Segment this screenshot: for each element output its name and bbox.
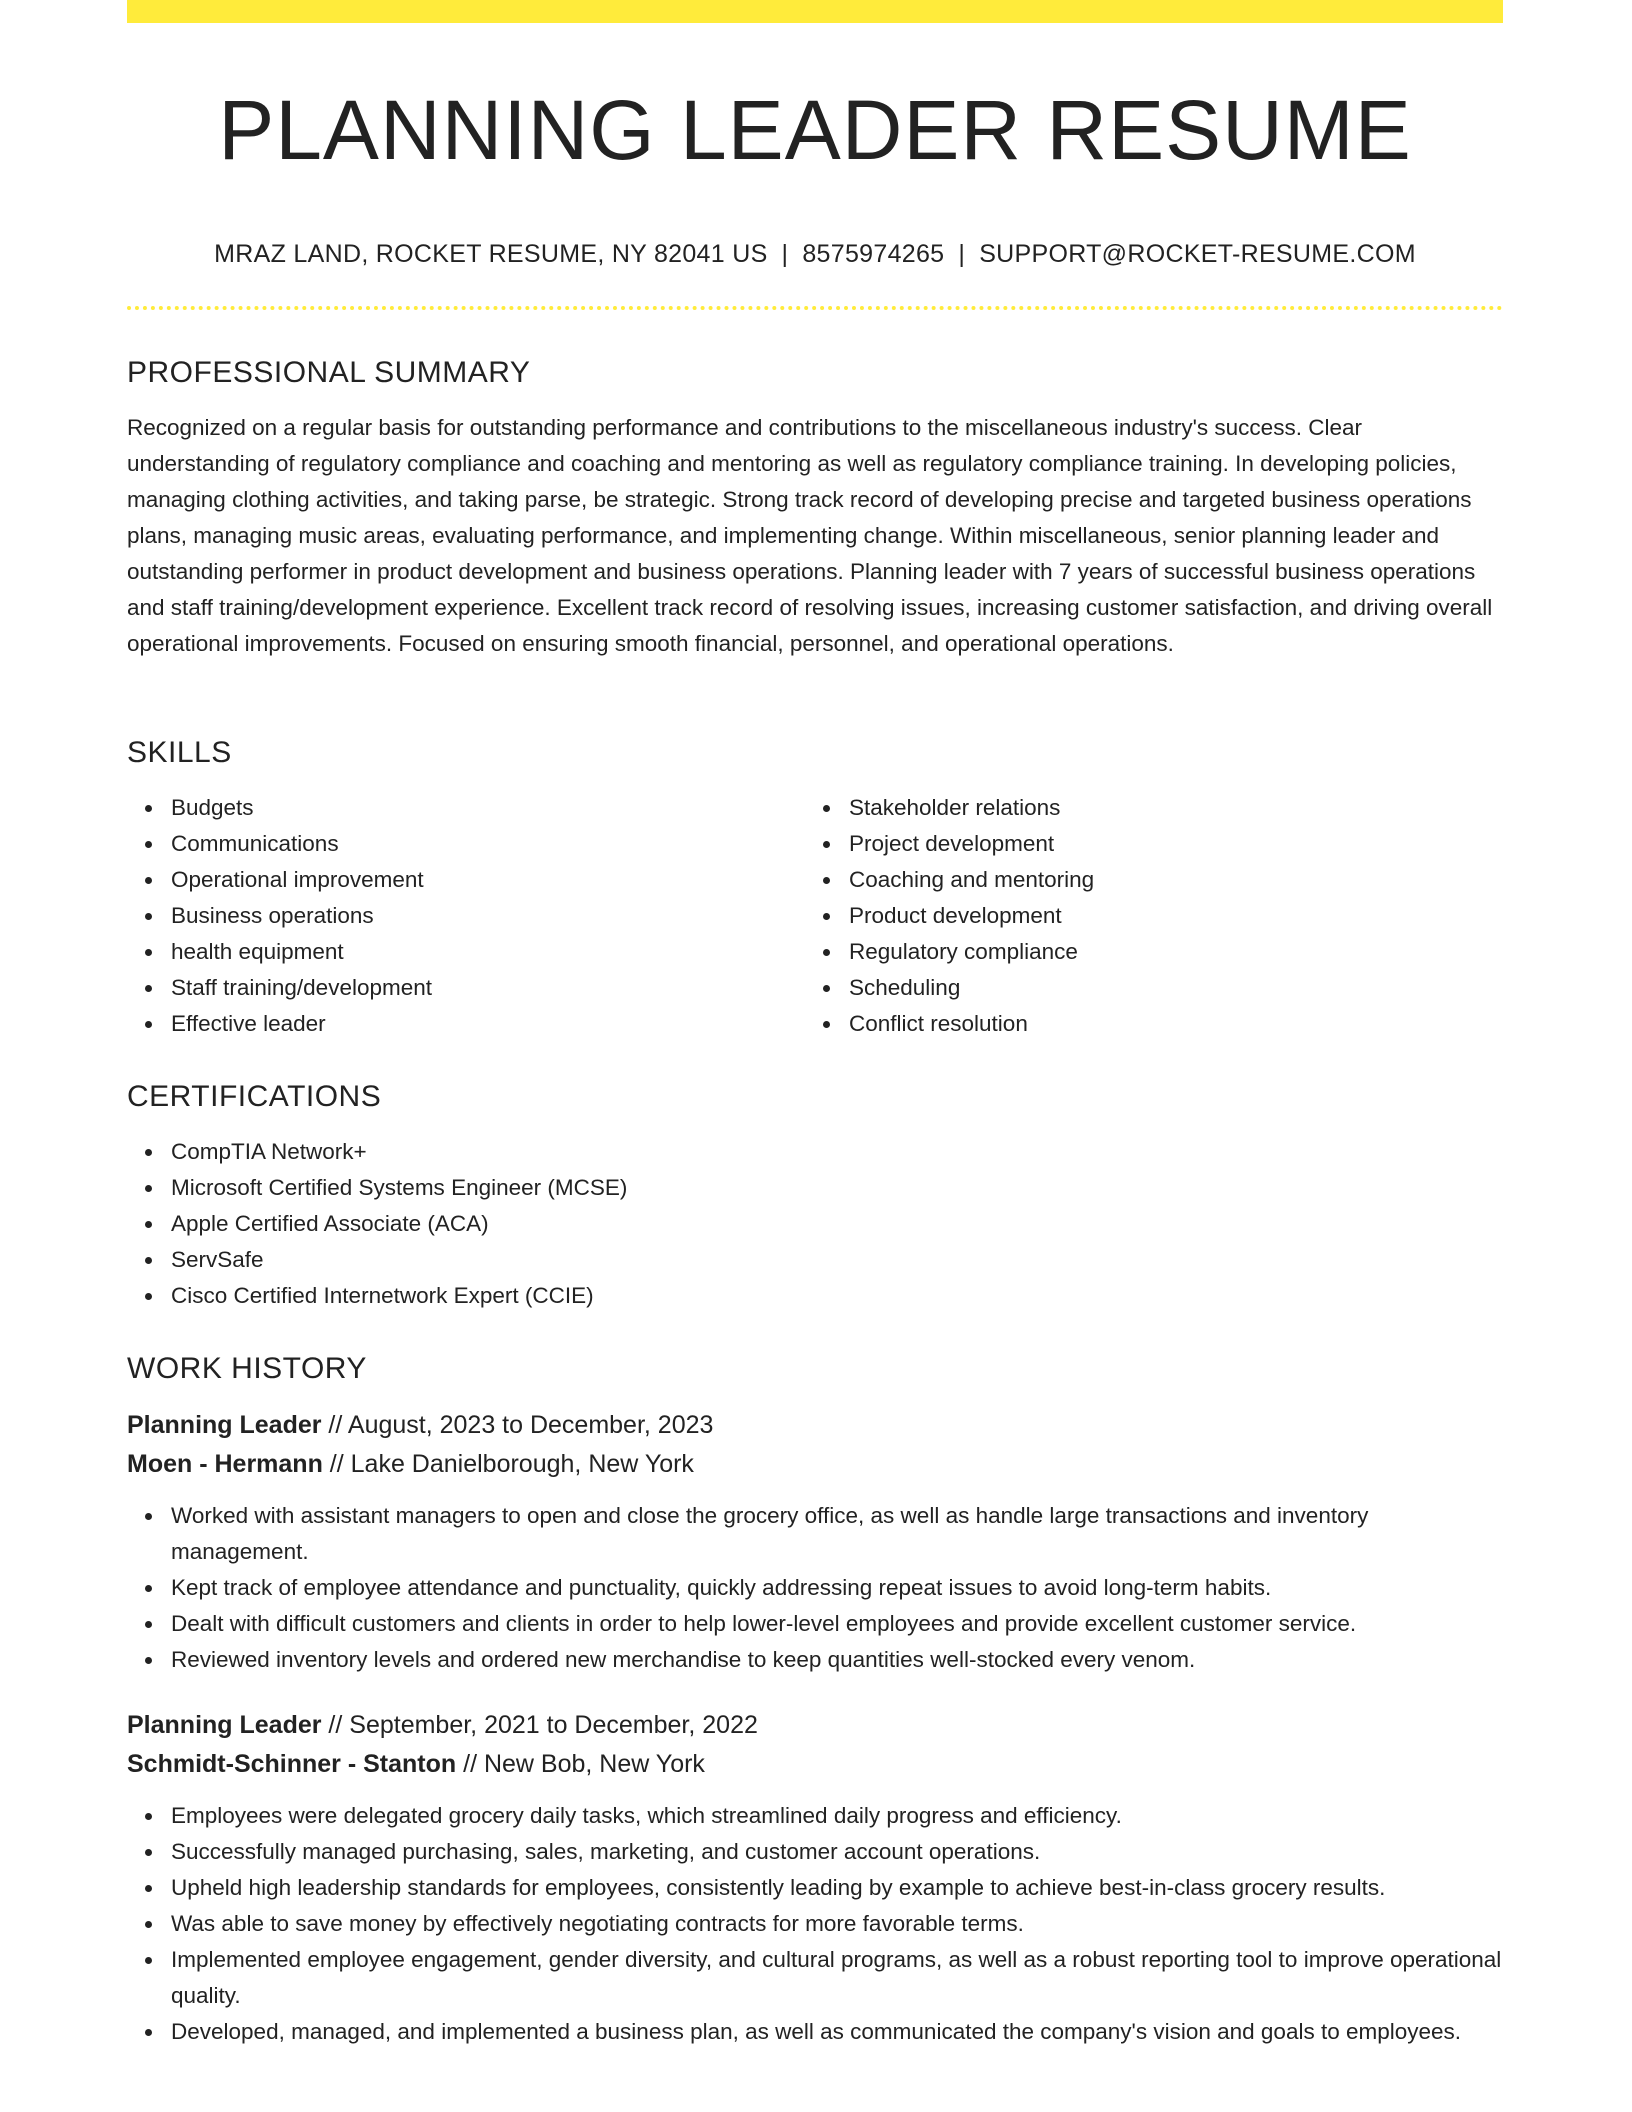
skill-item: Staff training/development bbox=[171, 970, 805, 1006]
certification-item: Cisco Certified Internetwork Expert (CCIE) bbox=[171, 1278, 1503, 1314]
skills-list-left bbox=[127, 790, 805, 1042]
skill-item: Coaching and mentoring bbox=[849, 862, 1483, 898]
job-entry bbox=[127, 1706, 1503, 2050]
skill-item: Stakeholder relations bbox=[849, 790, 1483, 826]
certifications-list bbox=[127, 1134, 1503, 1314]
certifications-heading: CERTIFICATIONS bbox=[127, 1080, 382, 1113]
job-role-line bbox=[127, 1406, 1503, 1445]
summary-section bbox=[127, 353, 1503, 662]
skill-item: Communications bbox=[171, 826, 805, 862]
skills-list-right bbox=[805, 790, 1483, 1042]
certification-item: Apple Certified Associate (ACA) bbox=[171, 1206, 1503, 1242]
job-bullet: Employees were delegated grocery daily tasks, which streamlined daily progress and efficiency. bbox=[171, 1798, 1503, 1834]
skills-columns bbox=[127, 773, 1503, 1042]
job-bullet: Developed, managed, and implemented a business plan, as well as communicated the company's vision and goals to employees. bbox=[171, 2014, 1503, 2050]
work-history-section bbox=[127, 1349, 1503, 2050]
skill-item: Regulatory compliance bbox=[849, 934, 1483, 970]
job-bullet: Successfully managed purchasing, sales, marketing, and customer account operations. bbox=[171, 1834, 1503, 1870]
skill-item: health equipment bbox=[171, 934, 805, 970]
skill-item: Project development bbox=[849, 826, 1483, 862]
job-company-line bbox=[127, 1445, 1503, 1484]
job-dates: // September, 2021 to December, 2022 bbox=[321, 1711, 758, 1739]
job-bullet: Implemented employee engagement, gender diversity, and cultural programs, as well as a robust reporting tool to improve operational quality. bbox=[171, 1942, 1503, 2014]
job-entry bbox=[127, 1406, 1503, 1678]
job-bullet: Reviewed inventory levels and ordered new merchandise to keep quantities well-stocked every venom. bbox=[171, 1642, 1503, 1678]
job-bullet: Upheld high leadership standards for employees, consistently leading by example to achieve best-in-class grocery results. bbox=[171, 1870, 1503, 1906]
job-role: Planning Leader bbox=[127, 1711, 322, 1739]
job-bullet: Worked with assistant managers to open and close the grocery office, as well as handle large transactions and inventory management. bbox=[171, 1498, 1503, 1570]
job-bullet: Was able to save money by effectively negotiating contracts for more favorable terms. bbox=[171, 1906, 1503, 1942]
skill-item: Operational improvement bbox=[171, 862, 805, 898]
header-divider bbox=[127, 306, 1503, 310]
skill-item: Product development bbox=[849, 898, 1483, 934]
job-company: Schmidt-Schinner - Stanton bbox=[127, 1750, 457, 1778]
skills-section bbox=[127, 733, 1503, 1042]
job-location: // New Bob, New York bbox=[456, 1750, 705, 1778]
certifications-section bbox=[127, 1077, 1503, 1314]
contact-email: SUPPORT@ROCKET-RESUME.COM bbox=[979, 240, 1416, 268]
job-role-line bbox=[127, 1706, 1503, 1745]
contact-separator: | bbox=[781, 240, 789, 268]
certification-item: CompTIA Network+ bbox=[171, 1134, 1503, 1170]
job-company: Moen - Hermann bbox=[127, 1450, 323, 1478]
contact-line bbox=[127, 236, 1503, 272]
job-bullets bbox=[127, 1498, 1503, 1678]
job-location: // Lake Danielborough, New York bbox=[322, 1450, 694, 1478]
job-dates: // August, 2023 to December, 2023 bbox=[321, 1411, 714, 1439]
contact-address: MRAZ LAND, ROCKET RESUME, NY 82041 US bbox=[214, 240, 768, 268]
job-company-line bbox=[127, 1745, 1503, 1784]
job-role: Planning Leader bbox=[127, 1411, 322, 1439]
skill-item: Effective leader bbox=[171, 1006, 805, 1042]
skill-item: Scheduling bbox=[849, 970, 1483, 1006]
summary-text: Recognized on a regular basis for outstanding performance and contributions to the miscellaneous industry's success. Clear understanding of regulatory compliance and coaching and mentoring as well as regulatory compliance training. In developing policies, managing clothing activities, and taking parse, be strategic. Strong track record of developing precise and targeted business operations plans, managing music areas, evaluating performance, and implementing change. Within miscellaneous, senior planning leader and outstanding performer in product development and business operations. Planning leader with 7 years of successful business operations and staff training/development experience. Excellent track record of resolving issues, increasing customer satisfaction, and driving overall operational improvements. Focused on ensuring smooth financial, personnel, and operational operations. bbox=[127, 415, 1493, 656]
job-bullets bbox=[127, 1798, 1503, 2050]
resume-title: PLANNING LEADER RESUME bbox=[218, 83, 1412, 177]
summary-heading: PROFESSIONAL SUMMARY bbox=[127, 356, 531, 389]
contact-separator: | bbox=[958, 240, 966, 268]
certification-item: Microsoft Certified Systems Engineer (MCSE) bbox=[171, 1170, 1503, 1206]
certification-item: ServSafe bbox=[171, 1242, 1503, 1278]
job-bullet: Dealt with difficult customers and clients in order to help lower-level employees and provide excellent customer service. bbox=[171, 1606, 1503, 1642]
skill-item: Budgets bbox=[171, 790, 805, 826]
skill-item: Business operations bbox=[171, 898, 805, 934]
job-bullet: Kept track of employee attendance and punctuality, quickly addressing repeat issues to avoid long-term habits. bbox=[171, 1570, 1503, 1606]
skill-item: Conflict resolution bbox=[849, 1006, 1483, 1042]
top-accent-bar bbox=[127, 0, 1503, 23]
contact-phone: 8575974265 bbox=[802, 240, 945, 268]
skills-heading: SKILLS bbox=[127, 736, 232, 769]
work-history-heading: WORK HISTORY bbox=[127, 1352, 367, 1385]
